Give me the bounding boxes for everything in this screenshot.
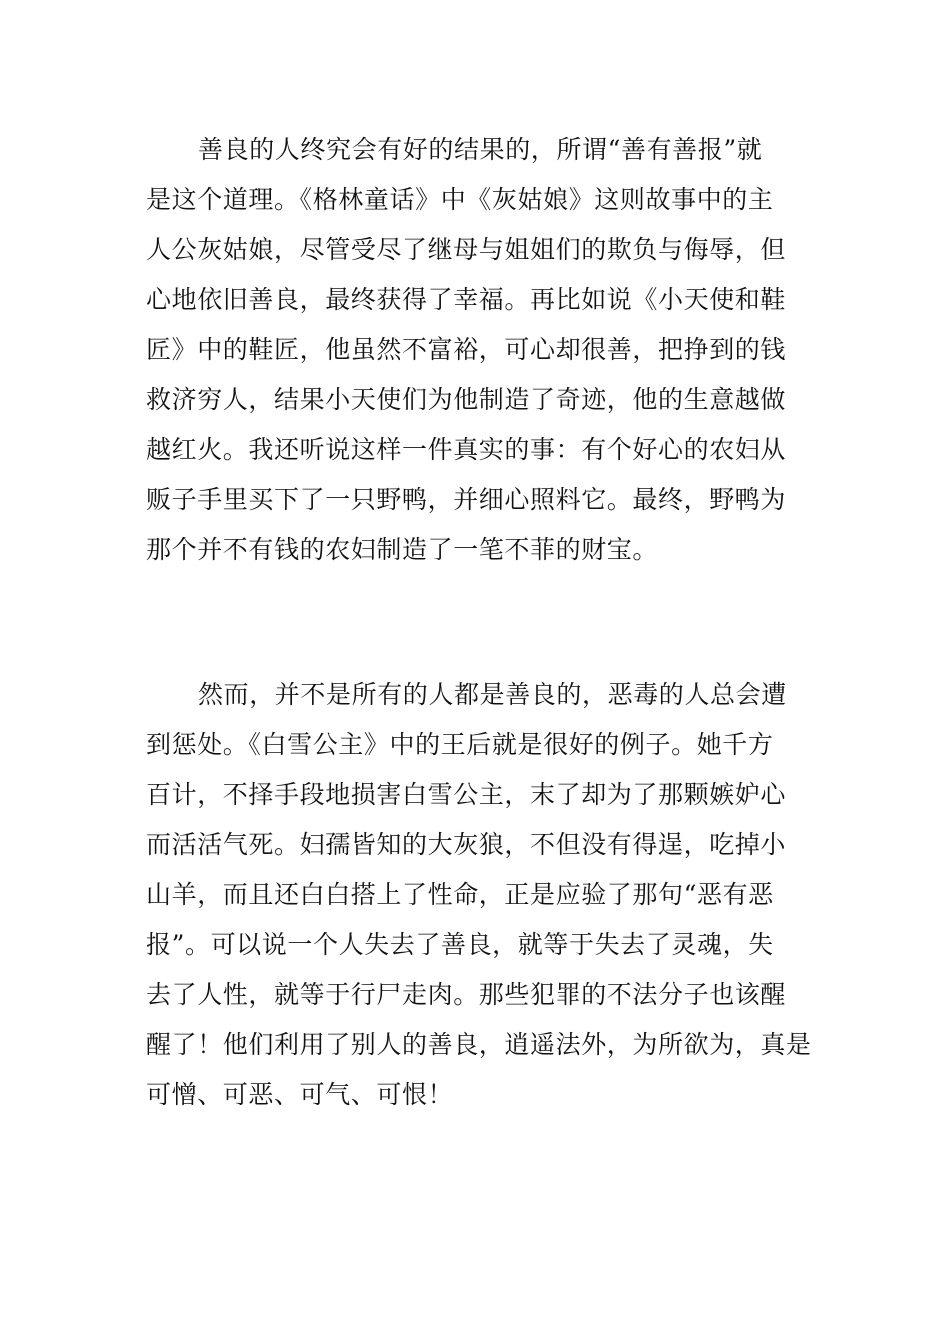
paragraph-line: 到惩处。《白雪公主》中的王后就是很好的例子。她千方: [146, 730, 774, 759]
paragraph-line: 匠》中的鞋匠，他虽然不富裕，可心却很善，把挣到的钱: [146, 335, 787, 364]
paragraph-line: 可憎、可恶、可气、可恨！: [146, 1080, 454, 1109]
paragraph-line: 是这个道理。《格林童话》中《灰姑娘》这则故事中的主: [146, 185, 774, 214]
paragraph-line: 越红火。我还听说这样一件真实的事：有个好心的农妇从: [146, 435, 787, 464]
paragraph-line: 那个并不有钱的农妇制造了一笔不菲的财宝。: [146, 535, 659, 564]
paragraph-line: 而活活气死。妇孺皆知的大灰狼，不但没有得逞，吃掉小: [146, 830, 787, 859]
paragraph-line: 然而，并不是所有的人都是善良的，恶毒的人总会遭: [198, 680, 787, 709]
paragraph-line: 心地依旧善良，最终获得了幸福。再比如说《小天使和鞋: [146, 285, 787, 314]
paragraph-line: 醒了！他们利用了别人的善良，逍遥法外，为所欲为，真是: [146, 1030, 812, 1059]
paragraph-line: 报”。可以说一个人失去了善良，就等于失去了灵魂，失: [146, 930, 774, 959]
paragraph-line: 善良的人终究会有好的结果的，所谓“善有善报”就: [198, 135, 763, 164]
paragraph-line: 人公灰姑娘，尽管受尽了继母与姐姐们的欺负与侮辱，但: [146, 235, 787, 264]
paragraph-line: 贩子手里买下了一只野鸭，并细心照料它。最终，野鸭为: [146, 485, 787, 514]
paragraph-line: 山羊，而且还白白搭上了性命，正是应验了那句“恶有恶: [146, 880, 774, 909]
paragraph-line: 救济穷人，结果小天使们为他制造了奇迹，他的生意越做: [146, 385, 787, 414]
paragraph-line: 百计，不择手段地损害白雪公主，末了却为了那颗嫉妒心: [146, 780, 787, 809]
paragraph-line: 去了人性，就等于行尸走肉。那些犯罪的不法分子也该醒: [146, 980, 787, 1009]
